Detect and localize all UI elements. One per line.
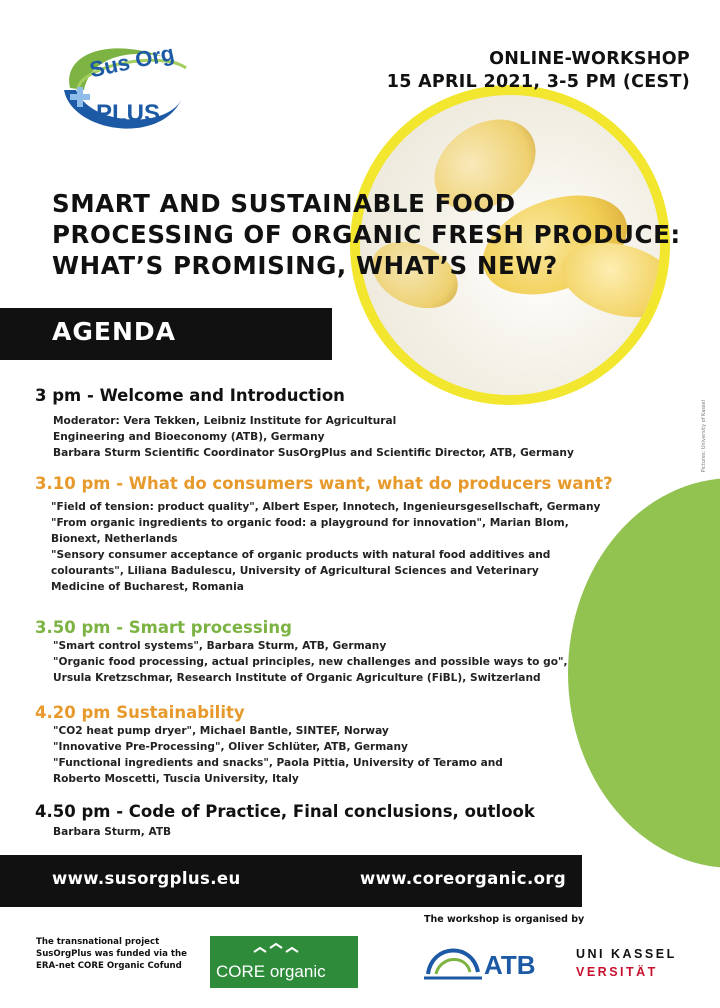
agenda-item xyxy=(35,802,535,840)
event-type: ONLINE-WORKSHOP xyxy=(489,49,690,69)
agenda-item-heading: 3 pm - Welcome and Introduction xyxy=(35,386,345,405)
agenda-item-heading: 4.20 pm Sustainability xyxy=(35,703,245,722)
title-line: SMART AND SUSTAINABLE FOOD xyxy=(52,189,516,218)
susorgplus-link[interactable]: www.susorgplus.eu xyxy=(52,869,241,888)
agenda-item-heading: 3.50 pm - Smart processing xyxy=(35,618,292,637)
funding-note: The transnational project SusOrgPlus was funded via the ERA-net CORE Organic Cofund xyxy=(36,937,187,971)
agenda-item-details: Moderator: Vera Tekken, Leibniz Institute for Agricultural Engineering and Bioeconomy (ATB), Germany Barbara Sturm Scientific Coordinator SusOrgPlus and Scientific Director, ATB, Germany xyxy=(53,415,574,459)
core-organic-logo-text: CORE organic xyxy=(216,962,326,981)
agenda-item xyxy=(35,386,574,461)
susorgplus-logo xyxy=(52,28,192,148)
title-line: PROCESSING OF ORGANIC FRESH PRODUCE: xyxy=(52,220,681,249)
event-date: 15 APRIL 2021, 3-5 PM (CEST) xyxy=(386,72,690,92)
core-organic-logo xyxy=(210,936,358,988)
agenda-label: AGENDA xyxy=(52,317,176,346)
page-title xyxy=(52,188,712,281)
photo-credit: Pictures: University of Kassel xyxy=(701,400,707,473)
uni-kassel-line: UNI KASSEL xyxy=(576,947,677,961)
agenda-banner xyxy=(0,308,332,360)
title-line: WHAT’S PROMISING, WHAT’S NEW? xyxy=(52,251,558,280)
logo-top-text: Sus Org xyxy=(87,40,177,83)
footer-links-bar xyxy=(0,855,582,907)
agenda-item xyxy=(35,618,568,686)
organised-by-label: The workshop is organised by xyxy=(424,914,585,925)
coreorganic-link[interactable]: www.coreorganic.org xyxy=(360,869,567,888)
uni-kassel-logo xyxy=(576,945,677,981)
agenda-item-details: "Field of tension: product quality", Albert Esper, Innotech, Ingenieursgesellschaft, Germany "From organic ingredients to organic food: a playground for innovation", Marian Blom, Bionext, Netherlands "Sensory consumer acceptance of organic products with natural food additives and colourants", Liliana Badulescu, University of Agricultural Sciences and Veterinary Medicine of Bucharest, Romania xyxy=(51,501,601,593)
uni-kassel-line: VERSITÄT xyxy=(576,965,658,979)
agenda-item xyxy=(35,703,503,787)
event-header xyxy=(387,48,690,94)
agenda-item-details: "CO2 heat pump dryer", Michael Bantle, SINTEF, Norway "Innovative Pre-Processing", Oliver Schlüter, ATB, Germany "Functional ingredients and snacks", Paola Pittia, University of Teramo and Roberto Moscetti, Tuscia University, Italy xyxy=(53,725,503,785)
agenda-item-heading: 3.10 pm - What do consumers want, what do producers want? xyxy=(35,474,613,493)
agenda-item-heading: 4.50 pm - Code of Practice, Final conclusions, outlook xyxy=(35,802,535,821)
logo-bottom-text: PLUS xyxy=(96,100,161,127)
birds-icon xyxy=(250,940,310,960)
atb-logo xyxy=(422,934,540,990)
agenda-item-details: "Smart control systems", Barbara Sturm, ATB, Germany "Organic food processing, actual principles, new challenges and possible ways to go", Ursula Kretzschmar, Research Institute of Organic Agriculture (FiBL), Switzerland xyxy=(53,640,568,684)
agenda-item-details: Barbara Sturm, ATB xyxy=(53,826,172,838)
agenda-item xyxy=(35,474,613,595)
atb-logo-text: ATB xyxy=(484,950,536,980)
